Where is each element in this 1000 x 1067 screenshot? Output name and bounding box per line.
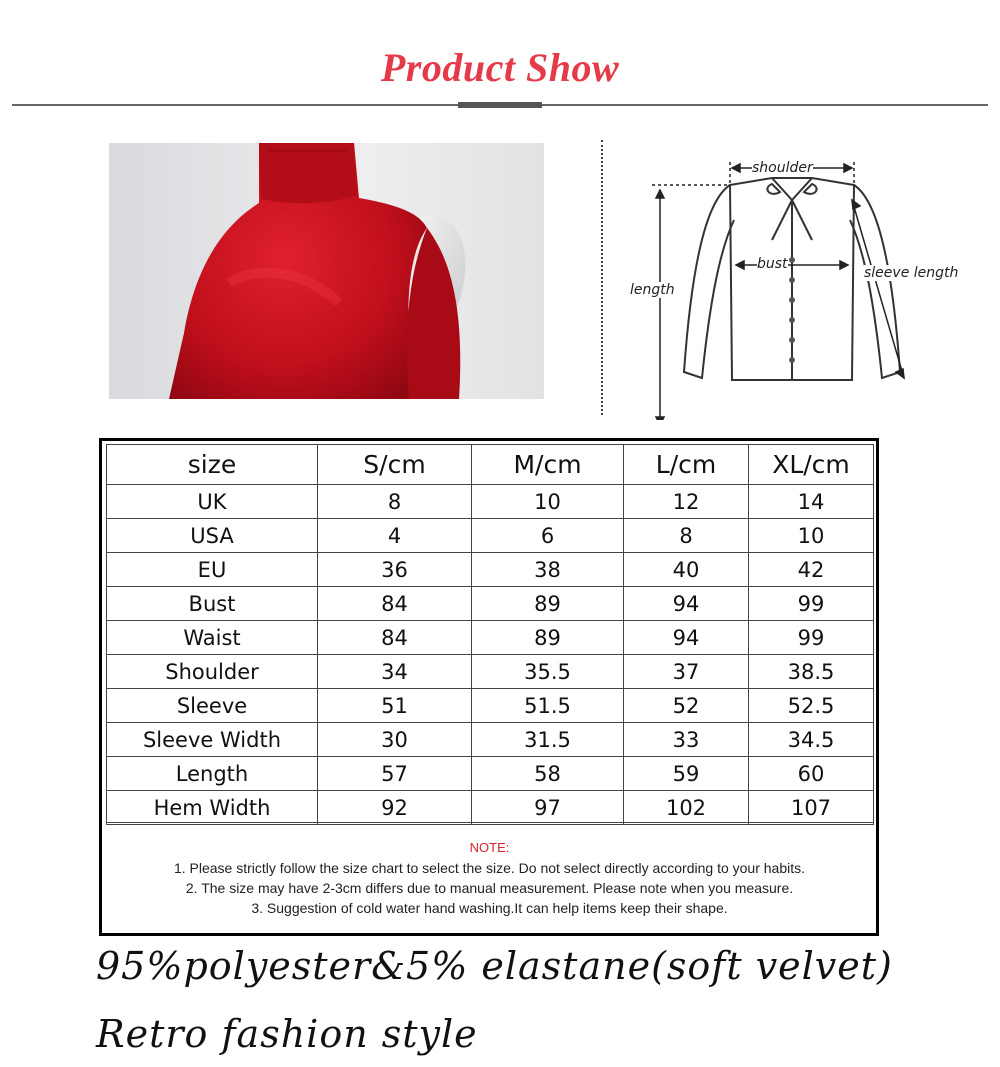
table-cell: 33 (624, 723, 749, 757)
table-cell: 30 (318, 723, 472, 757)
table-cell: 34 (318, 655, 472, 689)
table-cell: 107 (749, 791, 874, 825)
table-cell: 8 (624, 519, 749, 553)
table-row (107, 519, 874, 553)
separator (601, 140, 603, 415)
product-photo (109, 143, 544, 399)
table-cell: 99 (749, 621, 874, 655)
note-line: 1. Please strictly follow the size chart to select the size. Do not select directly according to your habits. (173, 860, 806, 876)
row-label: Hem Width (107, 791, 318, 825)
table-row (107, 757, 874, 791)
table-cell: 57 (318, 757, 472, 791)
note-block (106, 822, 873, 930)
table-cell: 84 (318, 621, 472, 655)
table-cell: 102 (624, 791, 749, 825)
table-cell: 51 (318, 689, 472, 723)
header-cell: M/cm (472, 445, 624, 485)
note-title: NOTE: (469, 840, 510, 855)
table-cell: 40 (624, 553, 749, 587)
table-cell: 34.5 (749, 723, 874, 757)
table-cell: 12 (624, 485, 749, 519)
table-cell: 31.5 (472, 723, 624, 757)
table-cell: 97 (472, 791, 624, 825)
row-label: UK (107, 485, 318, 519)
table-cell: 38 (472, 553, 624, 587)
table-cell: 42 (749, 553, 874, 587)
note-line: 3. Suggestion of cold water hand washing.It can help items keep their shape. (251, 900, 728, 916)
row-label: Sleeve (107, 689, 318, 723)
table-cell: 52.5 (749, 689, 874, 723)
table-row (107, 655, 874, 689)
table-cell: 4 (318, 519, 472, 553)
table-cell: 52 (624, 689, 749, 723)
table-cell: 89 (472, 587, 624, 621)
material-text: 95%polyester&5% elastane(soft velvet) (96, 944, 893, 988)
shoulder-label: shoulder (752, 160, 813, 176)
style-text: Retro fashion style (96, 1012, 478, 1056)
table-header-row (107, 445, 874, 485)
table-cell: 59 (624, 757, 749, 791)
table-cell: 60 (749, 757, 874, 791)
table-cell: 6 (472, 519, 624, 553)
table-row (107, 553, 874, 587)
table-cell: 94 (624, 587, 749, 621)
row-label: Bust (107, 587, 318, 621)
row-label: Shoulder (107, 655, 318, 689)
table-cell: 58 (472, 757, 624, 791)
table-cell: 51.5 (472, 689, 624, 723)
table-cell: 10 (472, 485, 624, 519)
page-title: Product Show (380, 45, 620, 90)
table-cell: 84 (318, 587, 472, 621)
size-table (106, 444, 874, 825)
table-cell: 37 (624, 655, 749, 689)
table-cell: 38.5 (749, 655, 874, 689)
row-label: EU (107, 553, 318, 587)
measurement-diagram (612, 140, 982, 420)
bust-label: bust (757, 256, 788, 272)
table-row (107, 587, 874, 621)
header-cell: L/cm (624, 445, 749, 485)
header-divider-accent (458, 102, 542, 108)
table-row (107, 791, 874, 825)
table-row (107, 689, 874, 723)
table-cell: 35.5 (472, 655, 624, 689)
table-cell: 36 (318, 553, 472, 587)
table-cell: 94 (624, 621, 749, 655)
table-cell: 89 (472, 621, 624, 655)
note-line: 2. The size may have 2-3cm differs due to manual measurement. Please note when you measure. (185, 880, 794, 896)
size-chart (99, 438, 879, 936)
row-label: Sleeve Width (107, 723, 318, 757)
table-row (107, 485, 874, 519)
header-cell: XL/cm (749, 445, 874, 485)
sleeve-length-label: sleeve length (864, 265, 959, 281)
header-cell: S/cm (318, 445, 472, 485)
table-cell: 92 (318, 791, 472, 825)
table-cell: 14 (749, 485, 874, 519)
row-label: USA (107, 519, 318, 553)
row-label: Length (107, 757, 318, 791)
table-row (107, 723, 874, 757)
table-cell: 99 (749, 587, 874, 621)
table-cell: 8 (318, 485, 472, 519)
table-cell: 10 (749, 519, 874, 553)
length-label: length (630, 282, 675, 298)
row-label: Waist (107, 621, 318, 655)
header-cell: size (107, 445, 318, 485)
table-row (107, 621, 874, 655)
